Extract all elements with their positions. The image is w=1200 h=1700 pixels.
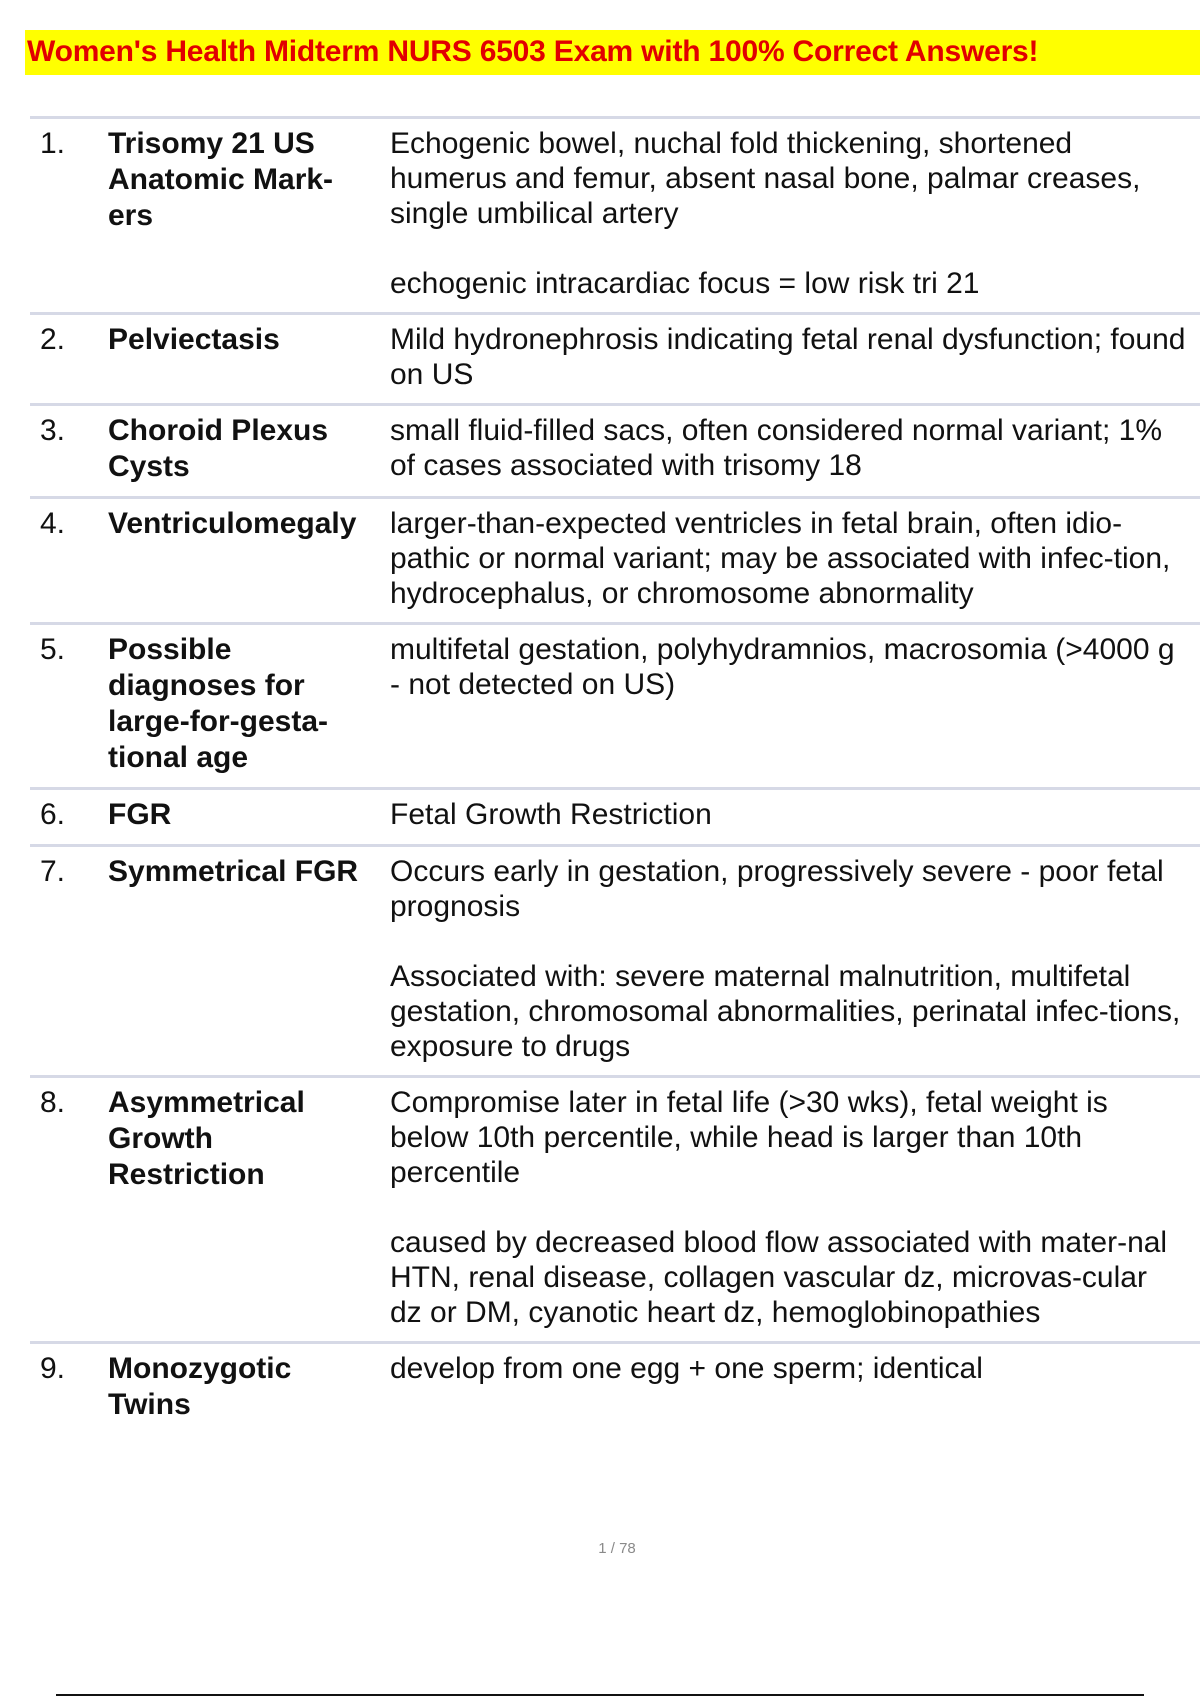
- definition-paragraph: multifetal gestation, polyhydramnios, macrosomia (>4000 g - not detected on US): [390, 633, 1175, 701]
- definition-paragraph: small fluid-filled sacs, often considered normal variant; 1% of cases associated with trisomy 18: [390, 414, 1163, 482]
- row-definition: [390, 506, 1200, 611]
- definition-paragraph: Mild hydronephrosis indicating fetal renal dysfunction; found on US: [390, 323, 1186, 391]
- table-row: [30, 315, 1200, 406]
- qa-table: [30, 119, 1200, 1434]
- row-term: Trisomy 21 US Anatomic Mark- ers: [108, 127, 334, 232]
- table-row: [30, 406, 1200, 499]
- definition-paragraph: larger-than-expected ventricles in fetal brain, often idio-pathic or normal variant; may be associated with infec-tion, hydrocephalus, or chromosome abnormality: [390, 507, 1171, 610]
- definition-paragraph: develop from one egg + one sperm; identical: [390, 1352, 983, 1385]
- row-term: Asymmetrical Growth Restriction: [108, 1086, 305, 1191]
- row-term: Ventriculomegaly: [108, 507, 357, 540]
- definition-paragraph: Echogenic bowel, nuchal fold thickening, shortened humerus and femur, absent nasal bone, palmar creases, single umbilical artery: [390, 127, 1141, 230]
- table-row: [30, 1344, 1200, 1434]
- row-definition: [390, 1085, 1200, 1330]
- definition-paragraph: Associated with: severe maternal malnutrition, multifetal gestation, chromosomal abnormalities, perinatal infec-tions, exposure to drugs: [390, 960, 1181, 1063]
- table-row: [30, 625, 1200, 790]
- row-definition: [390, 126, 1200, 301]
- row-term: Pelviectasis: [108, 323, 280, 356]
- row-definition: [390, 413, 1200, 485]
- row-number: 3.: [40, 414, 66, 447]
- page-indicator: 1 / 78: [598, 1540, 636, 1557]
- definition-paragraph: caused by decreased blood flow associated with mater-nal HTN, renal disease, collagen vascular dz, microvas-cular dz or DM, cyanotic heart dz, hemoglobinopathies: [390, 1226, 1168, 1329]
- document-title: Women's Health Midterm NURS 6503 Exam with 100% Correct Answers!: [27, 35, 1039, 68]
- row-number: 6.: [40, 798, 66, 831]
- row-definition: [390, 322, 1200, 392]
- row-number: 8.: [40, 1086, 66, 1119]
- row-term: Possible diagnoses for large-for-gesta- tional age: [108, 633, 329, 774]
- definition-paragraph: echogenic intracardiac focus = low risk tri 21: [390, 267, 980, 300]
- row-number: 5.: [40, 633, 66, 666]
- row-definition: [390, 854, 1200, 1064]
- row-definition: [390, 632, 1200, 776]
- row-definition: [390, 1351, 1200, 1423]
- table-row: [30, 847, 1200, 1078]
- definition-paragraph: Fetal Growth Restriction: [390, 798, 712, 831]
- row-number: 9.: [40, 1352, 66, 1385]
- definition-paragraph: Occurs early in gestation, progressively severe - poor fetal prognosis: [390, 855, 1164, 923]
- table-row: [30, 790, 1200, 847]
- bottom-divider: [56, 1694, 1144, 1696]
- row-number: 4.: [40, 507, 66, 540]
- row-term: FGR: [108, 798, 172, 831]
- row-definition: [390, 797, 1200, 833]
- row-number: 2.: [40, 323, 66, 356]
- row-number: 1.: [40, 127, 66, 160]
- row-term: Choroid Plexus Cysts: [108, 414, 329, 483]
- table-row: [30, 119, 1200, 315]
- row-number: 7.: [40, 855, 66, 888]
- table-row: [30, 1078, 1200, 1344]
- table-row: [30, 499, 1200, 625]
- row-term: Symmetrical FGR: [108, 855, 359, 888]
- row-term: Monozygotic Twins: [108, 1352, 292, 1421]
- definition-paragraph: Compromise later in fetal life (>30 wks), fetal weight is below 10th percentile, while head is larger than 10th percentile: [390, 1086, 1108, 1189]
